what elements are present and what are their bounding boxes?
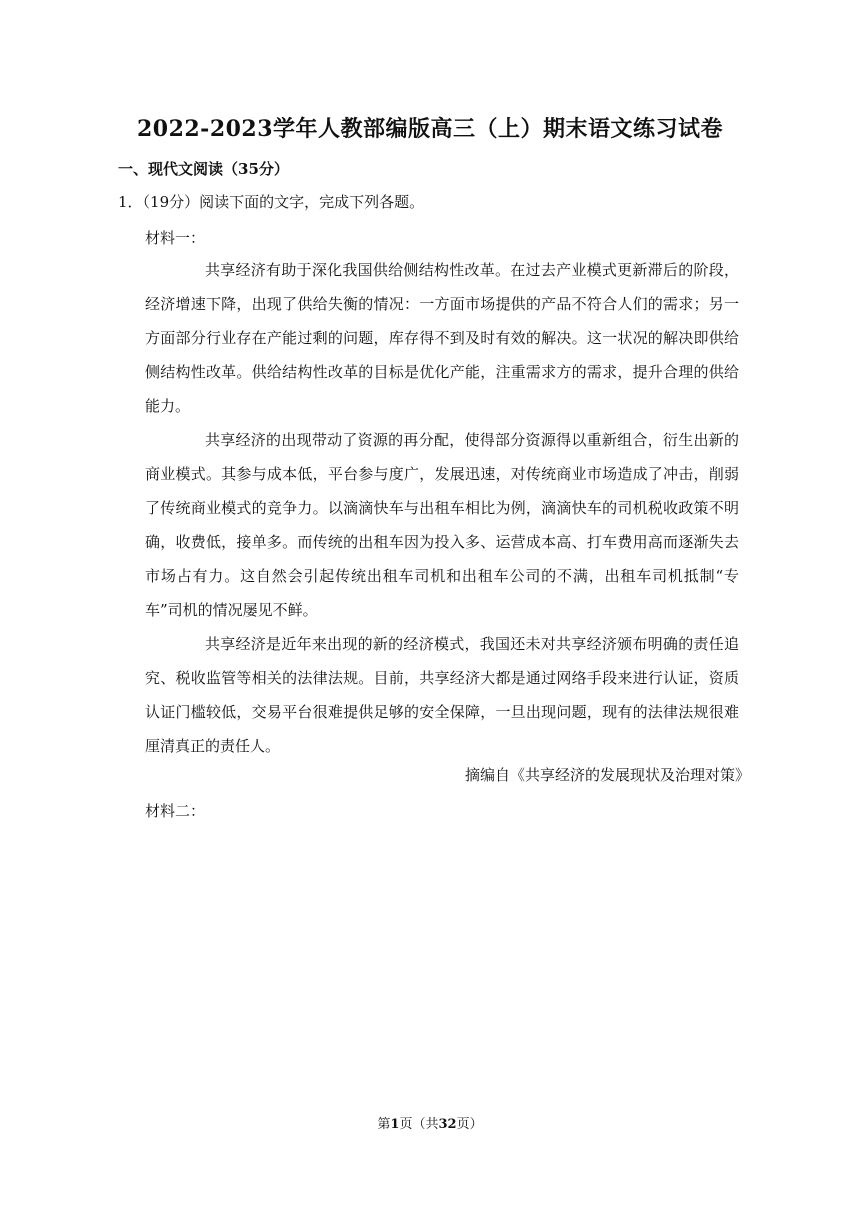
exam-title: 2022-2023学年人教部编版高三（上）期末语文练习试卷 <box>136 116 724 142</box>
footer-middle: 页（共 <box>399 1117 439 1132</box>
question-instruction: 阅读下面的文字，完成下列各题。 <box>199 193 425 211</box>
paragraph-1: 共享经济有助于深化我国供给侧结构性改革。在过去产业模式更新滞后的阶段，经济增速下降，出现了供给失衡的情况：一方面市场提供的产品不符合人们的需求；另一方面部分行业存在产能过剩的问题，库存得不到及时有效的解决。这一状况的解决即供给侧结构性改革。供给结构性改革的目标是优化产能，注重需求方的需求，提升合理的供给能力。 <box>145 261 739 415</box>
material-one-label: 材料一： <box>145 229 206 247</box>
question-line <box>118 191 424 212</box>
page-footer <box>0 1113 860 1132</box>
question-points: （19分） <box>142 193 200 211</box>
paragraph-2: 共享经济的出现带动了资源的再分配，使得部分资源得以重新组合，衍生出新的商业模式。其参与成本低，平台参与度广，发展迅速，对传统商业市场造成了冲击，削弱了传统商业模式的竞争力。以滴滴快车与出租车相比为例，滴滴快车的司机税收政策不明确，收费低，接单多。而传统的出租车因为投入多、运营成本高、打车费用高而逐渐失去市场占有力。这自然会引起传统出租车司机和出租车公司的不满，出租车司机抵制“专车”司机的情况屡见不鲜。 <box>145 431 739 619</box>
question-number: 1． <box>118 193 143 211</box>
footer-suffix: 页） <box>456 1117 483 1132</box>
material-two-label: 材料二： <box>145 802 206 820</box>
source-citation: 摘编自《共享经济的发展现状及治理对策》 <box>464 766 750 784</box>
section-heading: 一、现代文阅读（35分） <box>118 160 289 178</box>
footer-prefix: 第 <box>377 1117 391 1132</box>
paragraph-3: 共享经济是近年来出现的新的经济模式，我国还未对共享经济颁布明确的责任追究、税收监管等相关的法律法规。目前，共享经济大都是通过网络手段来进行认证，资质认证门槛较低，交易平台很难提供足够的安全保障，一旦出现问题，现有的法律法规很难厘清真正的责任人。 <box>145 635 739 755</box>
footer-page-number: 1 <box>390 1117 400 1132</box>
footer-total-pages: 32 <box>438 1117 457 1132</box>
